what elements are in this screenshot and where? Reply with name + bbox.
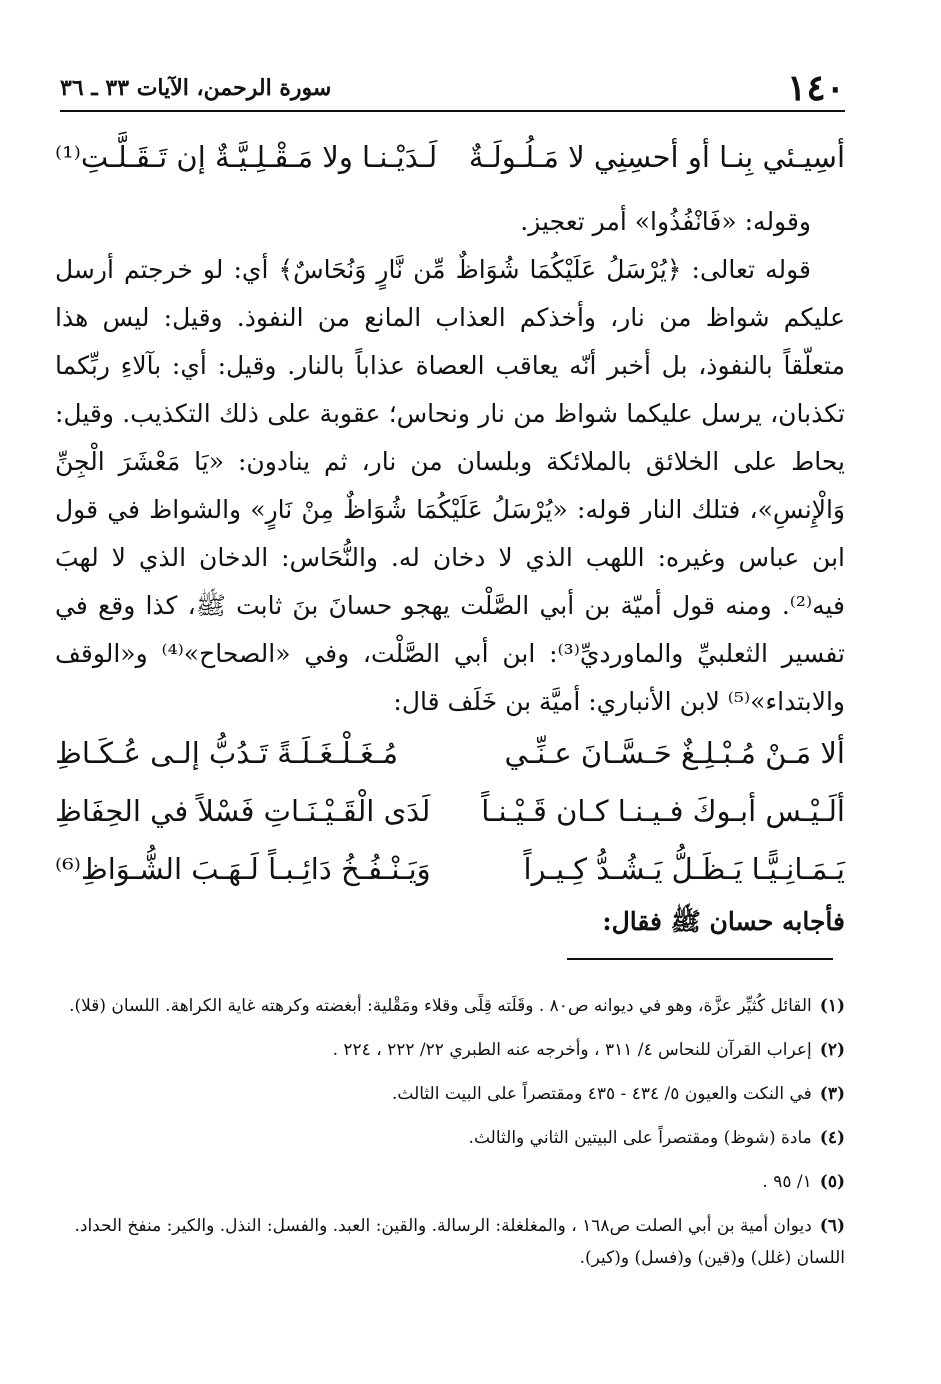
opening-verse [55, 132, 845, 182]
verse-first-half: يَـمَـانِـيًّـا يَـظَـلُّ يَـشُـدُّ كِـيـراً [523, 852, 845, 886]
footnote-separator [567, 958, 833, 960]
footnote [55, 1122, 845, 1154]
verse-second-half: لَـدَيْـنـا ولا مَـقْـلِـيَّـةٌ إن تَـقَـلَّـتِ⁽¹⁾ [55, 140, 438, 174]
closing-line: فأجابه حسان ﷺ فقال: [602, 907, 845, 936]
verse-first-half: ألَـيْـس أبـوكَ فـيـنـا كـان قَـيْـنـاً [481, 794, 845, 828]
footnote-number: (٥) [819, 1172, 845, 1192]
verse-second-half: لَدَى الْقَـيْـنَـاتِ فَسْلاً في الحِفَاظِ [55, 794, 431, 828]
poem-verse [55, 844, 845, 894]
paragraph: قوله تعالى: ﴿يُرْسَلُ عَلَيْكُمَا شُوَاظٌ مِّن نَّارٍ وَنُحَاسٌ﴾ أي: لو خرجتم أرسل عليكم شواظ من نار، وأخذكم العذاب المانع من النفوذ. وقيل: ليس هذا متعلّقاً بالنفوذ، بل أخبر أنّه يعاقب العصاة عذاباً بالنار. وقيل: أي: بآلاءِ ربِّكما تكذبان، يرسل عليكما شواظ من نار ونحاس؛ عقوبة على ذلك التكذيب. وقيل: يحاط على الخلائق بالملائكة وبلسان من نار، ثم ينادون: «يَا مَعْشَرَ الْجِنِّ وَالْإِنسِ»، فتلك النار قوله: «يُرْسَلُ عَلَيْكُمَا شُوَاظٌ مِنْ نَارٍ» والشواظ في قول ابن عباس وغيره: اللهب الذي لا دخان له. والنُّحَاس: الدخان الذي لا لهبَ فيه⁽²⁾. ومنه قول أميّة بن أبي الصَّلْت يهجو حسانَ بنَ ثابت ﷺ، كذا وقع في تفسير الثعلبيِّ والماورديِّ⁽³⁾: ابن أبي الصَّلْت، وفي «الصحاح»⁽⁴⁾ و«الوقف والابتداء»⁽⁵⁾ لابن الأنباري: أميَّة بن خَلَف قال: [55, 255, 846, 716]
page-number: ١٤٠ [786, 67, 845, 109]
footnote [55, 1078, 845, 1110]
verse-second-half: وَيَـنْـفُـخُ دَائِـبـاً لَـهَـبَ الشُّـوَاظِ⁽⁶⁾ [55, 852, 431, 886]
footnote [55, 1034, 845, 1066]
footnote-text: مادة (شوظ) ومقتصراً على البيتين الثاني والثالث. [468, 1128, 812, 1148]
poem-verse [55, 786, 845, 836]
page-header [60, 68, 845, 108]
footnote-text: في النكت والعيون ٥/ ٤٣٤ - ٤٣٥ ومقتصراً على البيت الثالث. [391, 1084, 812, 1104]
footnote [55, 990, 845, 1022]
header-rule [60, 110, 845, 112]
footnote [55, 1210, 845, 1274]
footnote-number: (٤) [819, 1128, 845, 1148]
paragraph: وقوله: «فَانْفُذُوا» أمر تعجيز. [520, 207, 811, 236]
running-title: سورة الرحمن، الآيات ٣٣ ـ ٣٦ [60, 75, 332, 101]
footnote-text: ديوان أمية بن أبي الصلت ص١٦٨ ، والمغلغلة: الرسالة. والقين: العبد. والفسل: النذل. والكير: منفخ الحداد. اللسان (غلل) و(قين) و(فسل) و(كير). [74, 1216, 845, 1268]
poem-verse [55, 728, 845, 778]
footnote-number: (١) [819, 996, 845, 1016]
verse-second-half: مُـغَـلْـغَـلَـةً تَـدُبُّ إلـى عُـكَـاظِ [55, 736, 399, 770]
footnote-text: ١/ ٩٥ . [762, 1172, 812, 1192]
footnote-text: القائل كُثيِّر عزَّة، وهو في ديوانه ص٨٠ . وقَلَته قِلًى وقلاء ومَقْلية: أبغضته وكرهته غاية الكراهة. اللسان (قلا). [69, 996, 812, 1016]
body-text [55, 198, 845, 726]
footnote-text: إعراب القرآن للنحاس ٤/ ٣١١ ، وأخرجه عنه الطبري ٢٢/ ٢٢٢ ، ٢٢٤ . [332, 1040, 812, 1060]
verse-first-half: ألا مَـنْ مُـبْـلِـغٌ حَـسَّـانَ عـنِّـي [504, 736, 845, 770]
footnote-number: (٢) [819, 1040, 845, 1060]
footnote-number: (٣) [819, 1084, 845, 1104]
footnote [55, 1166, 845, 1198]
footnote-number: (٦) [819, 1216, 845, 1236]
footnotes [55, 990, 845, 1286]
verse-first-half: أسِيـئي بِنـا أو أحسِنِي لا مَـلُـولَـةٌ [468, 140, 845, 174]
